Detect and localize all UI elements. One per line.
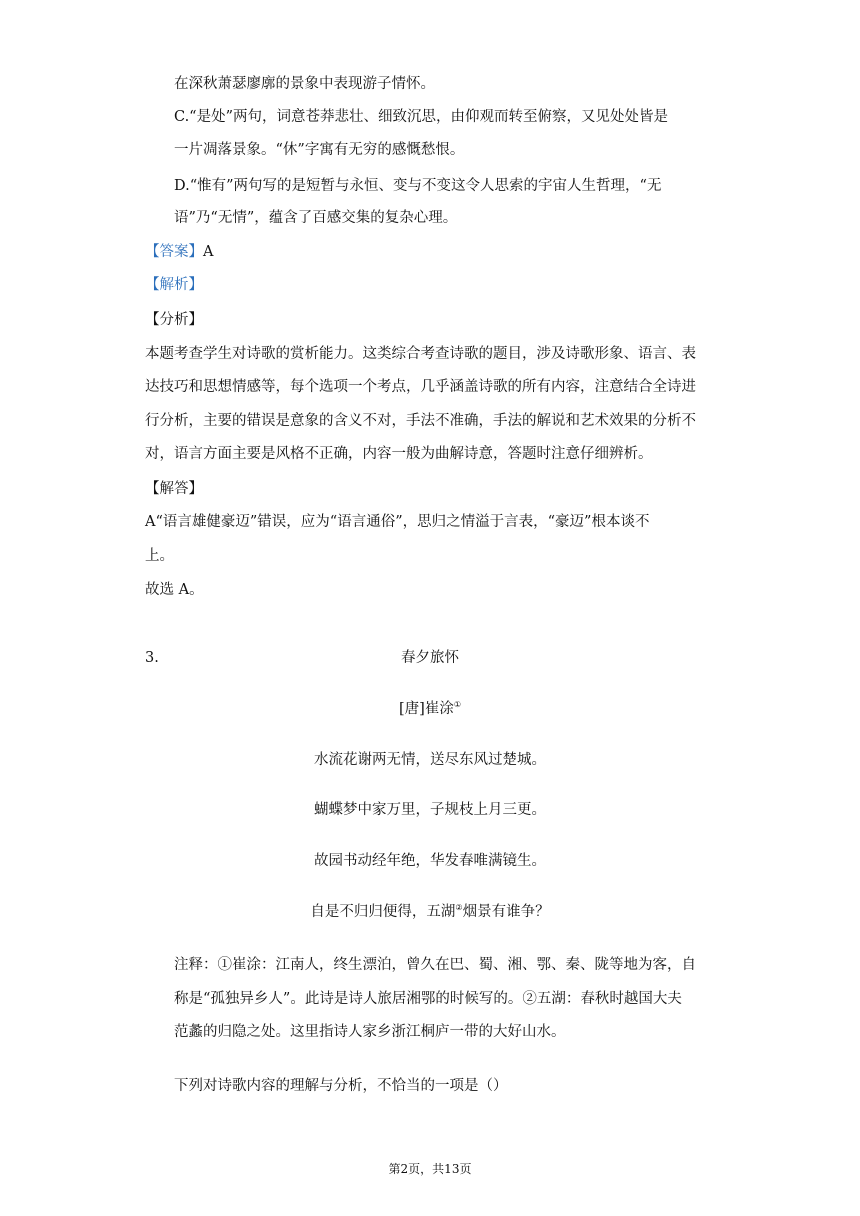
poem-line-2: 蝴蝶梦中家万里，子规枝上月三更。 — [314, 802, 546, 818]
analysis-line-1: 本题考查学生对诗歌的赏析能力。这类综合考查诗歌的题目，涉及诗歌形象、语言、表 — [145, 346, 696, 362]
solution-line-3: 故选 A。 — [145, 582, 204, 598]
answer-tag: 【答案】 — [145, 244, 203, 260]
option-d-line-2: 语”乃“无情”，蕴含了百感交集的复杂心理。 — [174, 210, 458, 226]
note-line-3: 范蠡的归隐之处。这里指诗人家乡浙江桐庐一带的大好山水。 — [174, 1024, 566, 1040]
poem-author — [0, 699, 860, 719]
option-c-line-2: 一片凋落景象。“休”字寓有无穷的感慨愁恨。 — [174, 142, 465, 158]
solution-line-1: A“语言雄健豪迈”错误，应为“语言通俗”，思归之情溢于言表，“豪迈”根本谈不 — [145, 514, 650, 530]
option-d-line-1: D.“惟有”两句写的是短暂与永恒、变与不变这令人思索的宇宙人生哲理，“无 — [174, 178, 662, 194]
solution-line-2: 上。 — [145, 548, 174, 564]
question-number: 3. — [145, 650, 159, 666]
poem-line-4-end: 烟景有谁争？ — [462, 904, 550, 920]
answer-value: A — [203, 244, 214, 260]
explanation-tag: 【解析】 — [145, 277, 203, 293]
analysis-line-3: 行分析，主要的错误是意象的含义不对，手法不准确，手法的解说和艺术效果的分析不 — [145, 413, 696, 429]
note-line-2: 称是“孤独异乡人”。此诗是诗人旅居湘鄂的时候写的。②五湖：春秋时越国大夫 — [174, 991, 682, 1007]
poem-author-name: [唐]崔涂 — [399, 701, 454, 717]
poem-title: 春夕旅怀 — [401, 650, 459, 666]
answer-line — [145, 242, 213, 262]
option-b-continuation: 在深秋萧瑟廖廓的景象中表现游子情怀。 — [174, 76, 435, 92]
analysis-line-4: 对，语言方面主要是风格不正确，内容一般为曲解诗意，答题时注意仔细辨析。 — [145, 446, 653, 462]
poem-line-4 — [0, 902, 860, 922]
footnote-mark-2: ② — [455, 903, 463, 913]
note-line-1: 注释：①崔涂：江南人，终生漂泊，曾久在巴、蜀、湘、鄂、秦、陇等地为客，自 — [174, 957, 696, 973]
analysis-line-2: 达技巧和思想情感等，每个选项一个考点，几乎涵盖诗歌的所有内容，注意结合全诗进 — [145, 379, 696, 395]
poem-line-1: 水流花谢两无情，送尽东风过楚城。 — [314, 752, 546, 768]
solution-tag: 【解答】 — [145, 481, 203, 497]
footnote-mark-1: ① — [453, 700, 461, 710]
question-prompt: 下列对诗歌内容的理解与分析，不恰当的一项是（） — [174, 1078, 508, 1094]
analysis-tag: 【分析】 — [145, 312, 203, 328]
poem-line-3: 故园书动经年绝，华发春唯满镜生。 — [314, 853, 546, 869]
page-footer: 第2页，共13页 — [388, 1162, 472, 1176]
poem-line-4-start: 自是不归归便得，五湖 — [310, 904, 456, 920]
option-c-line-1: C.“是处”两句，词意苍莽悲壮、细致沉思，由仰观而转至俯察，又见处处皆是 — [174, 109, 669, 125]
